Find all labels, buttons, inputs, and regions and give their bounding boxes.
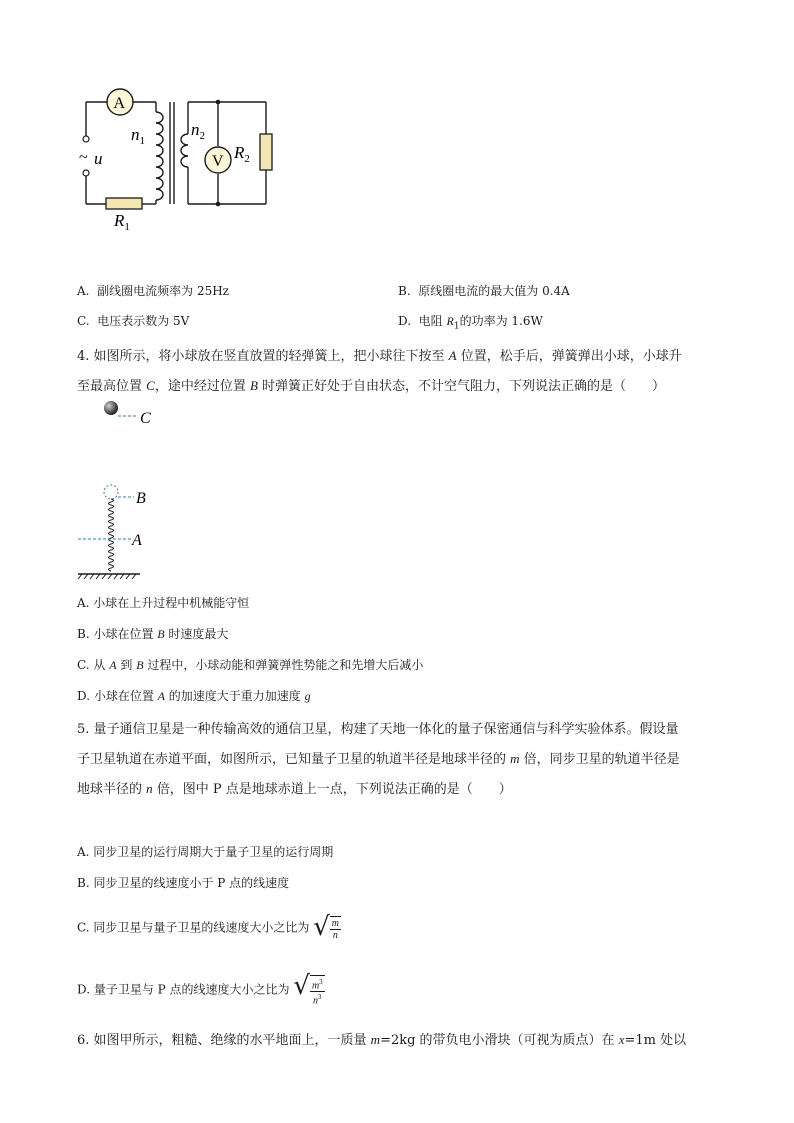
label-c: C [140,410,151,427]
ball-icon [104,401,118,415]
sqrt-m-over-n: √ $\frac{m}{n}$ [313,912,340,942]
q3-option-d: D. 电阻 $R_1$的功率为 1.6W [398,314,543,332]
voltmeter-label: V [212,153,224,170]
sqrt-m3-over-n3: √ $\frac{m^3}{n^3}$ [293,971,323,1007]
source-u-label: u [94,149,103,168]
q4-option-b: B. 小球在位置 B 时速度最大 [77,627,229,641]
label-b: B [136,490,146,507]
q6-stem-line1: 6. 如图甲所示，粗糙、绝缘的水平地面上，一质量 m=2kg 的带负电小滑块（可视为质点）在 x=1m 处以 [77,1032,687,1048]
transformer-circuit-figure [70,84,280,234]
q5-stem-line1: 5. 量子通信卫星是一种传输高效的通信卫星，构建了天地一体化的量子保密通信与科学实验体系。假设量 [77,722,679,737]
q3-option-b: B. 原线圈电流的最大值为 0.4A [398,284,570,298]
q5-option-c: C. 同步卫星与量子卫星的线速度大小之比为 √ $\frac{m}{n}$ [77,912,340,942]
q4-option-c: C. 从 A 到 B 过程中，小球动能和弹簧弹性势能之和先增大后减小 [77,658,424,672]
q4-option-d: D. 小球在位置 A 的加速度大于重力加速度 g [77,689,311,703]
q5-stem-line2: 子卫星轨道在赤道平面，如图所示，已知量子卫星的轨道半径是地球半径的 m 倍，同步卫星的轨道半径是 [77,751,680,767]
n1-label: $n_1$ [131,125,145,147]
q3-option-c: C. 电压表示数为 5V [77,314,190,328]
ball-dashed-outline [104,485,118,499]
source-terminal-bottom [83,170,89,176]
ammeter-label: A [113,95,126,112]
q4-option-a: A. 小球在上升过程中机械能守恒 [77,596,250,610]
q4-stem-line2: 至最高位置 C，途中经过位置 B 时弹簧正好处于自由状态，不计空气阻力，下列说法正确的是（ ） [77,378,666,394]
label-a: A [132,532,142,549]
source-tilde: ~ [79,149,88,166]
r1-label: $R_1$ [114,211,130,233]
q4-stem-line1: 4. 如图所示，将小球放在竖直放置的轻弹簧上，把小球往下按至 A 位置，松手后，弹簧弹出小球，小球升 [77,348,682,364]
q5-option-d: D. 量子卫星与 P 点的线速度大小之比为 √ $\frac{m^3}{n^3}$ [77,971,323,1007]
spring-ball-figure [74,396,174,588]
q5-option-b: B. 同步卫星的线速度小于 P 点的线速度 [77,876,290,890]
resistor-r1 [106,198,142,209]
n2-label: $n_2$ [191,120,205,142]
q5-stem-line3: 地球半径的 n 倍，图中 P 点是地球赤道上一点，下列说法正确的是（ ） [77,781,512,797]
r2-label: $R_2$ [234,143,250,165]
q3-option-a: A. 副线圈电流频率为 25Hz [77,284,229,298]
source-terminal-top [83,136,89,142]
q5-option-a: A. 同步卫星的运行周期大于量子卫星的运行周期 [77,845,334,859]
spring-icon [109,499,114,571]
resistor-r2 [260,134,272,170]
